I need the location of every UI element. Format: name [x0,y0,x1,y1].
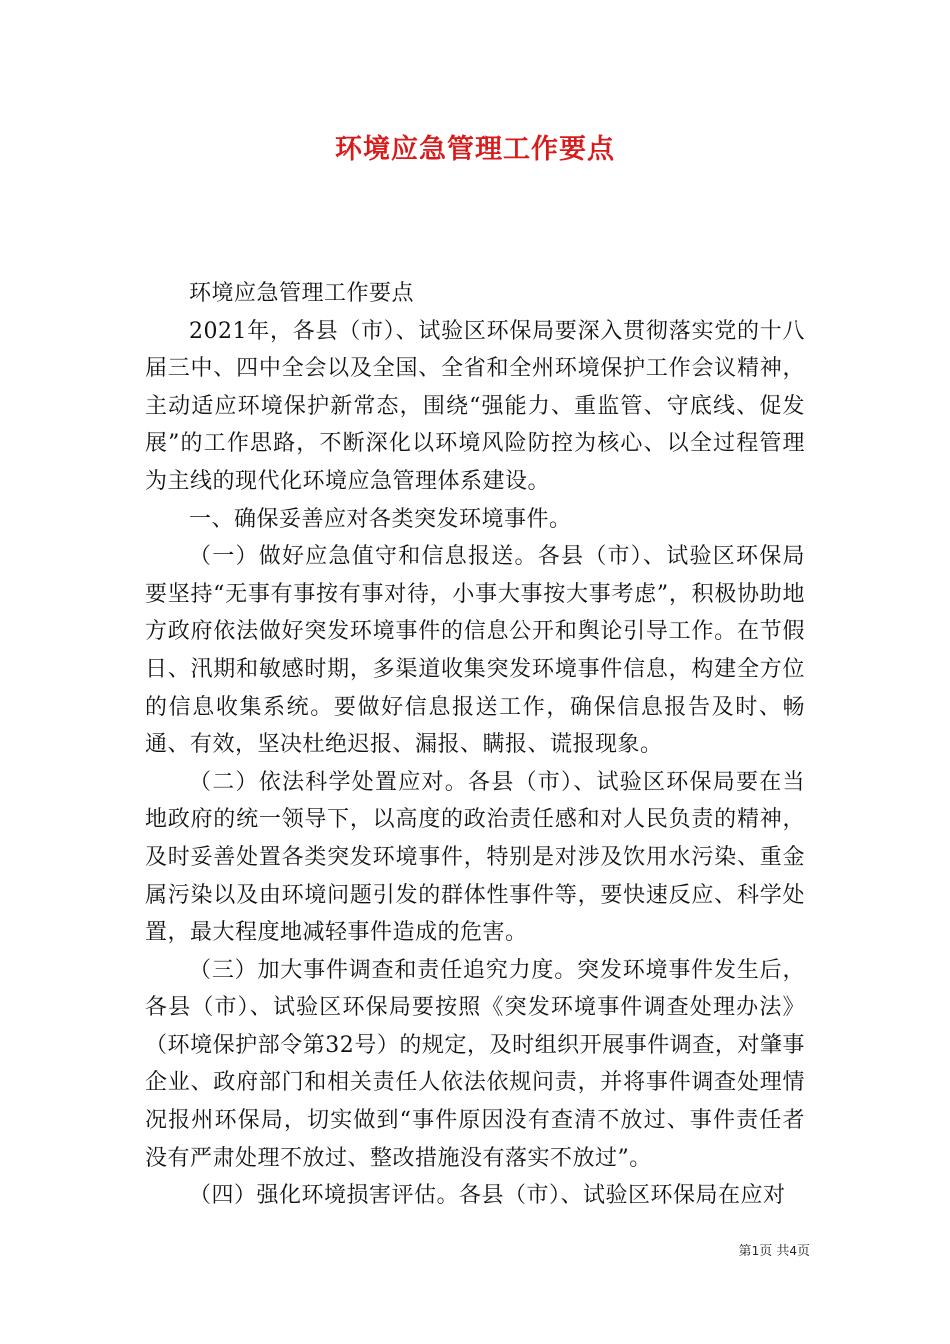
footer-current-page: 1 [751,1244,760,1258]
paragraph-item-4: （四）强化环境损害评估。各县（市）、试验区环保局在应对 [189,1183,786,1209]
section-heading-1: 一、确保妥善应对各类突发环境事件。 [189,506,572,532]
document-title: 环境应急管理工作要点 [335,134,615,165]
footer-total-pages: 4 [789,1244,797,1258]
paragraph-heading: 环境应急管理工作要点 [189,281,415,306]
footer-mid: 页 共 [759,1244,790,1259]
footer-suffix: 页 [796,1244,810,1259]
document-body [145,275,805,1215]
paragraph-item-2: （二）依法科学处置应对。各县（市）、试验区环保局要在当地政府的统一领导下，以高度的政治责任感和对人民负责的精神，及时妥善处置各类突发环境事件，特别是对涉及饮用水污染、重金属污染以及由环境问题引发的群体性事件等，要快速反应、科学处置，最大程度地减轻事件造成的危害。 [145,769,805,946]
page-number-footer [700,1242,810,1261]
paragraph-item-1: （一）做好应急值守和信息报送。各县（市）、试验区环保局要坚持“无事有事按有事对待，小事大事按大事考虑”，积极协助地方政府依法做好突发环境事件的信息公开和舆论引导工作。在节假日、汛期和敏感时期，多渠道收集突发环境事件信息，构建全方位的信息收集系统。要做好信息报送工作，确保信息报告及时、畅通、有效，坚决杜绝迟报、漏报、瞒报、谎报现象。 [145,544,805,758]
paragraph-intro: 2021年，各县（市）、试验区环保局要深入贯彻落实党的十八届三中、四中全会以及全国、全省和全州环境保护工作会议精神，主动适应环境保护新常态，围绕“强能力、重监管、守底线、促发展”的工作思路，不断深化以环境风险防控为核心、以全过程管理为主线的现代化环境应急管理体系建设。 [145,318,805,494]
footer-prefix: 第 [738,1244,752,1259]
paragraph-item-3: （三）加大事件调查和责任追究力度。突发环境事件发生后，各县（市）、试验区环保局要按照《突发环境事件调查处理办法》（环境保护部令第32号）的规定，及时组织开展事件调查，对肇事企业、政府部门和相关责任人依法依规问责，并将事件调查处理情况报州环保局，切实做到“事件原因没有查清不放过、事件责任者没有严肃处理不放过、整改措施没有落实不放过”。 [145,957,805,1171]
